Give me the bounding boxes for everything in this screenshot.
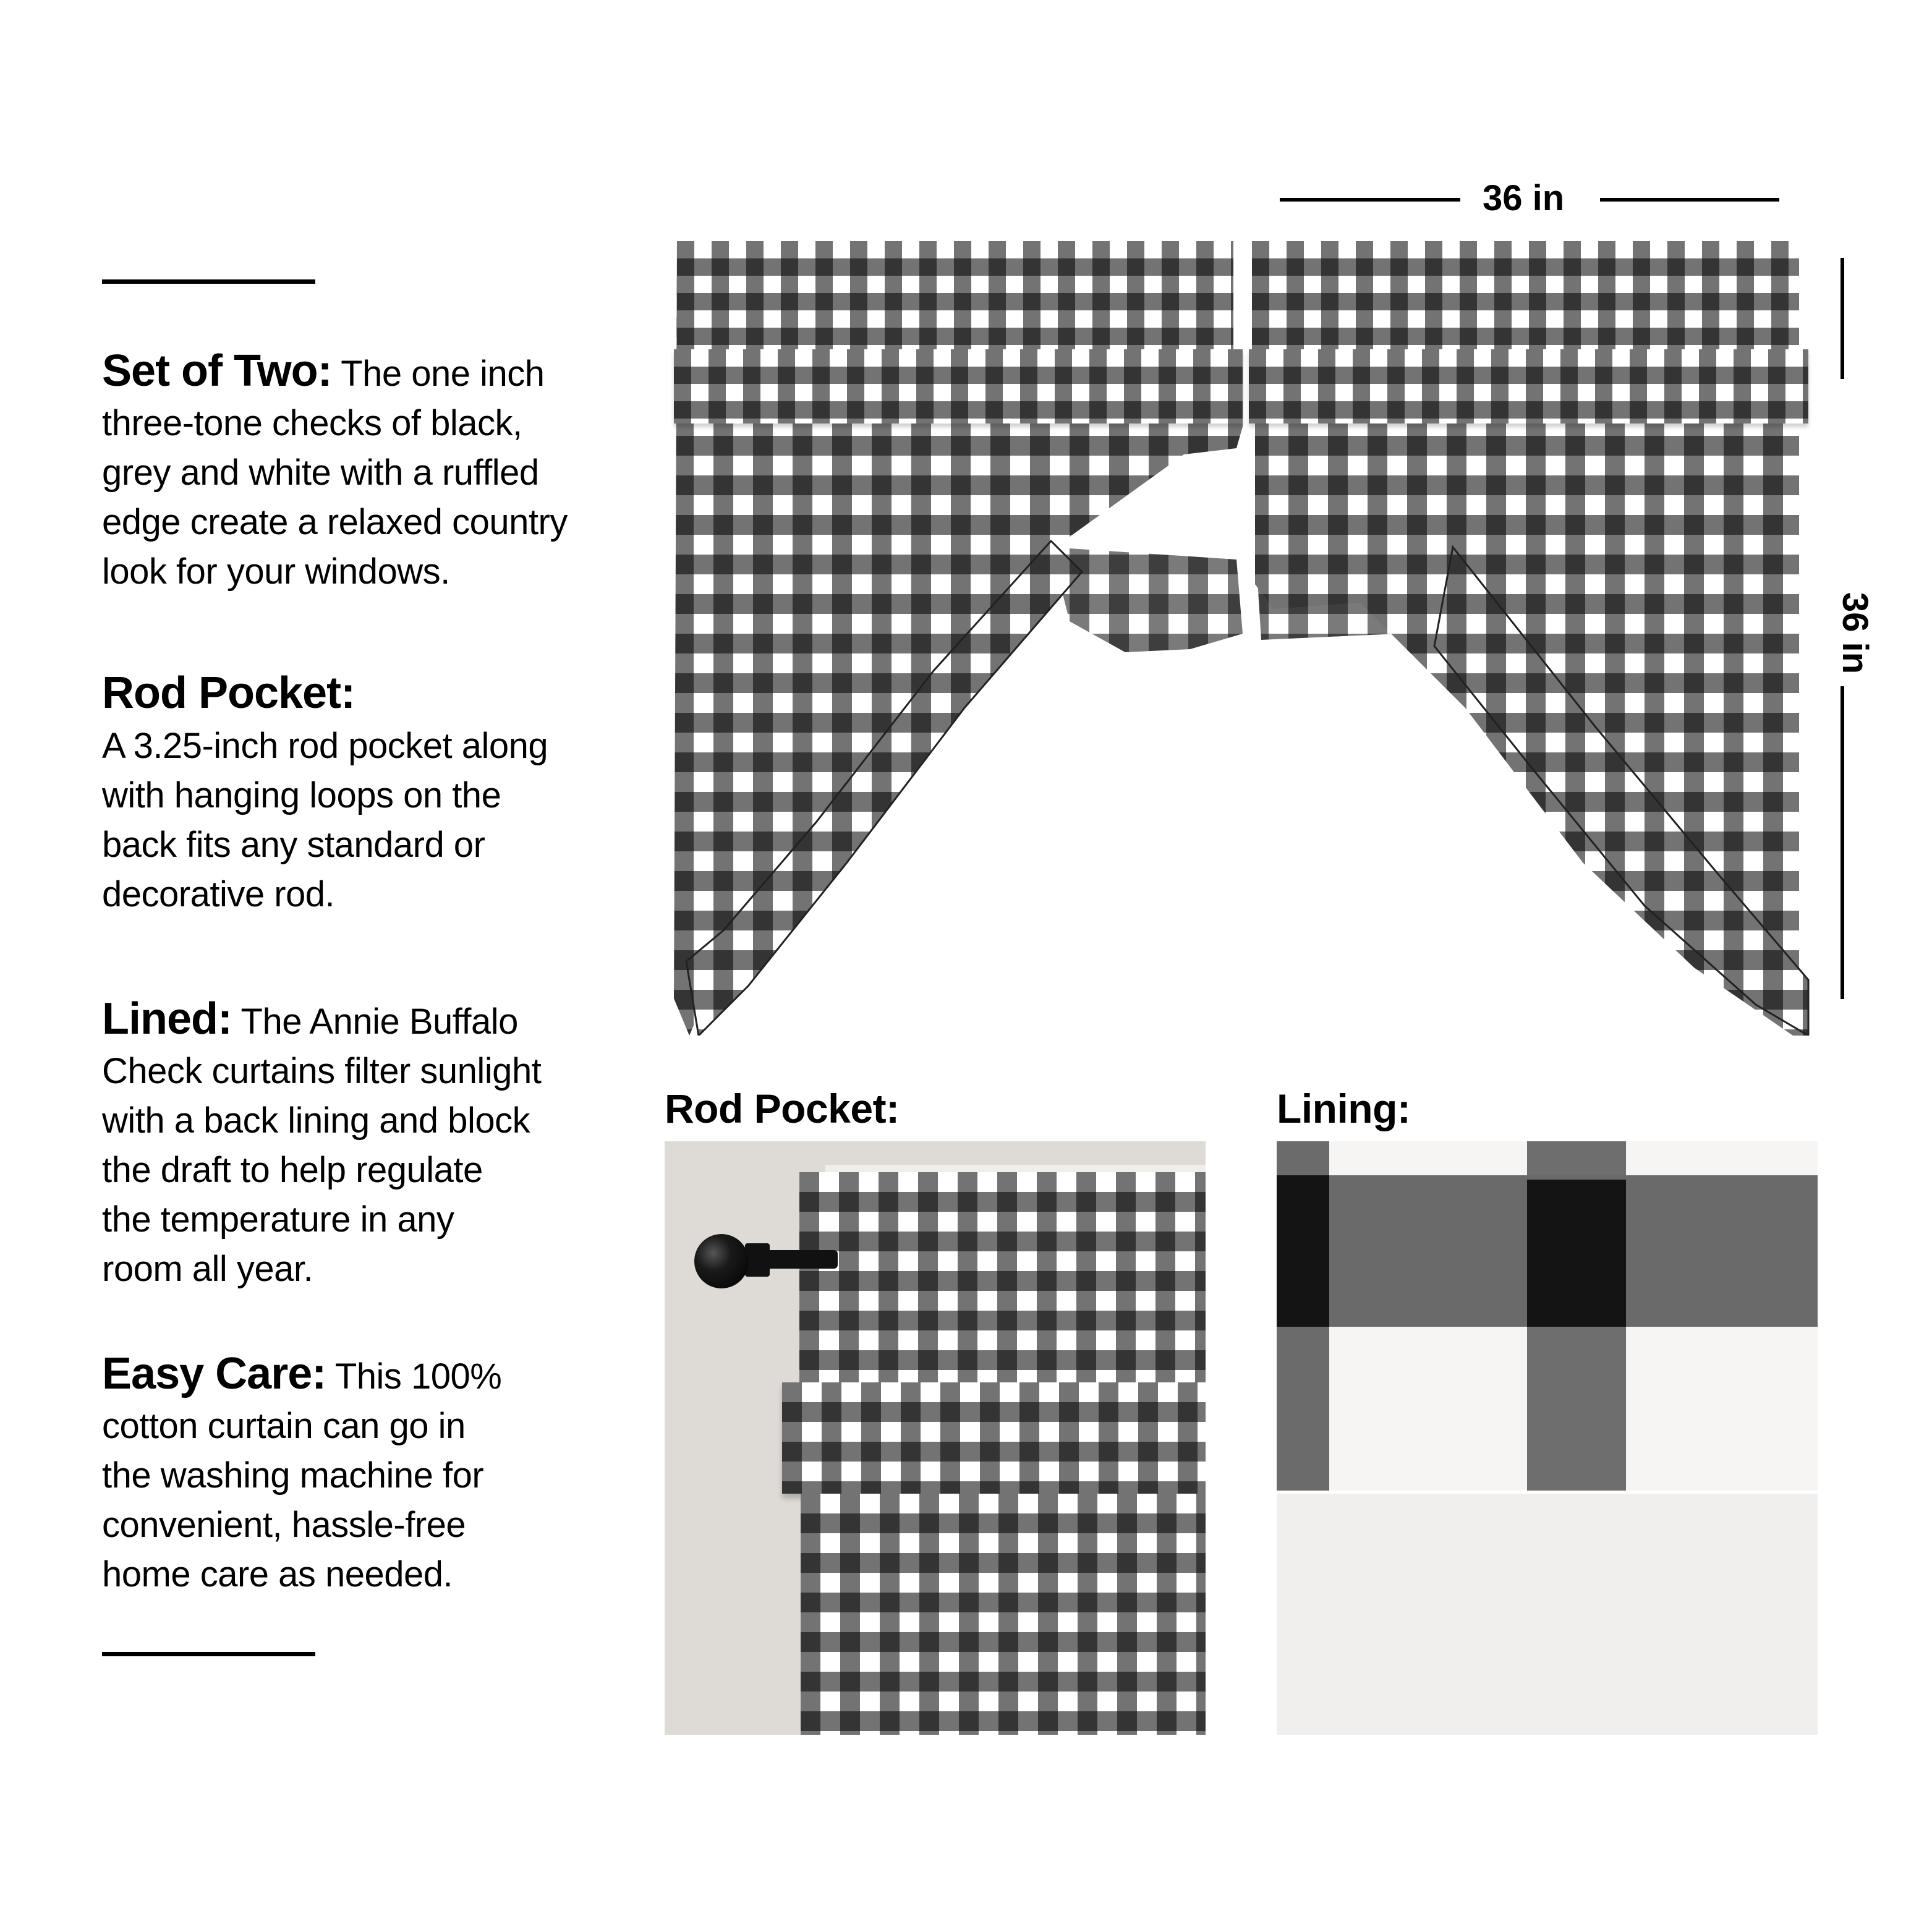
- feature-text-line: edge create a relaxed country: [102, 502, 568, 542]
- feature-text: The one inch: [341, 354, 545, 394]
- feature-text-line: look for your windows.: [102, 551, 450, 592]
- top-divider-rule: [102, 279, 315, 284]
- lining-plain-fabric: [1277, 1491, 1818, 1735]
- width-dimension-line-right: [1600, 198, 1779, 202]
- check-black-square-1: [1277, 1175, 1329, 1327]
- rod-pocket-curtain-header: [799, 1172, 1206, 1395]
- rod-pocket-ruffle: [782, 1382, 1206, 1494]
- right-top-ruffle: [1249, 349, 1808, 423]
- feature-title: Easy Care:: [102, 1349, 326, 1398]
- left-swag-curtain: [674, 238, 1252, 1036]
- feature-text-line: Check curtains filter sunlight: [102, 1051, 542, 1091]
- feature-text-line: cotton curtain can go in: [102, 1406, 466, 1446]
- feature-text-line: A 3.25-inch rod pocket along: [102, 726, 548, 766]
- feature-easy-care: [102, 1349, 658, 1599]
- rod-finial-ball-icon: [694, 1234, 749, 1288]
- left-rod-pocket-header: [677, 241, 1233, 352]
- height-dimension-label: 36 in: [1835, 592, 1876, 674]
- lining-panel-label: Lining:: [1277, 1086, 1411, 1131]
- height-dimension-line-top: [1841, 258, 1844, 379]
- feature-text-line: convenient, hassle-free: [102, 1505, 466, 1545]
- feature-text-line: home care as needed.: [102, 1554, 453, 1594]
- feature-text-line: back fits any standard or: [102, 825, 485, 865]
- feature-text-line: the draft to help regulate: [102, 1150, 483, 1190]
- width-dimension-line-left: [1280, 198, 1460, 202]
- feature-set-of-two: [102, 346, 658, 597]
- lining-check-fabric: [1277, 1141, 1818, 1494]
- feature-rod-pocket: [102, 665, 658, 919]
- feature-title: Lined:: [102, 994, 232, 1044]
- rod-pocket-photo: [665, 1141, 1206, 1735]
- feature-text-line: three-tone checks of black,: [102, 403, 522, 443]
- rod-finial-neck: [745, 1243, 770, 1277]
- feature-text-line: decorative rod.: [102, 874, 335, 914]
- rod-pocket-panel-label: Rod Pocket:: [665, 1086, 900, 1131]
- feature-text-line: grey and white with a ruffled: [102, 453, 539, 493]
- width-dimension-label: 36 in: [1483, 178, 1565, 218]
- feature-title: Rod Pocket:: [102, 668, 355, 718]
- feature-title: Set of Two:: [102, 346, 332, 396]
- rod-pocket-curtain-body: [801, 1494, 1206, 1735]
- feature-text-line: room all year.: [102, 1249, 313, 1289]
- left-top-ruffle: [674, 349, 1243, 423]
- feature-text-line: the washing machine for: [102, 1455, 484, 1496]
- feature-text-line: the temperature in any: [102, 1199, 454, 1240]
- right-rod-pocket-header: [1252, 241, 1799, 352]
- check-black-square-2: [1527, 1180, 1626, 1327]
- lining-photo: [1277, 1141, 1818, 1735]
- feature-text: The Annie Buffalo: [240, 1002, 518, 1042]
- feature-lined: [102, 994, 658, 1294]
- bottom-divider-rule: [102, 1652, 315, 1656]
- feature-text-line: with a back lining and block: [102, 1100, 530, 1141]
- right-swag-curtain: [1249, 238, 1815, 1036]
- feature-text: This 100%: [334, 1356, 502, 1397]
- height-dimension-line-bottom: [1841, 686, 1844, 999]
- feature-text-line: with hanging loops on the: [102, 775, 501, 815]
